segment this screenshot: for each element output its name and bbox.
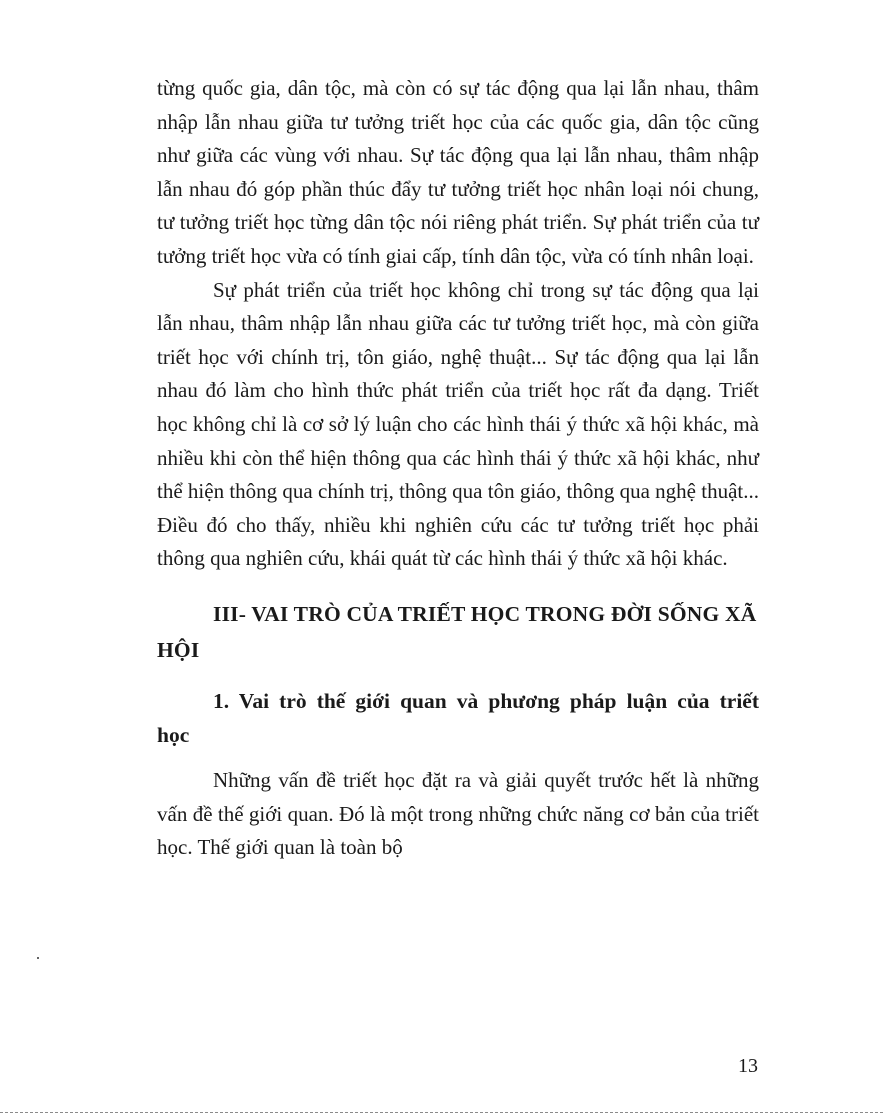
page-number: 13 bbox=[738, 1055, 758, 1077]
page-body bbox=[157, 72, 759, 865]
paragraph-worldview: Những vấn đề triết học đặt ra và giải quyết trước hết là những vấn đề thế giới quan. Đó là một trong những chức năng cơ bản của triết học. Thế giới quan là toàn bộ bbox=[157, 767, 759, 860]
bottom-divider bbox=[0, 1112, 883, 1113]
subsection-heading: 1. Vai trò thế giới quan và phương pháp luận của triết học bbox=[157, 688, 759, 747]
paragraph-continuation: từng quốc gia, dân tộc, mà còn có sự tác động qua lại lẫn nhau, thâm nhập lẫn nhau giữa tư tưởng triết học của các quốc gia, dân tộc cũng như giữa các vùng với nhau. Sự tác động qua lại lẫn nhau, thâm nhập lẫn nhau đó góp phần thúc đẩy tư tưởng triết học nhân loại nói chung, tư tưởng triết học từng dân tộc nói riêng phát triển. Sự phát triển của tư tưởng triết học vừa có tính giai cấp, tính dân tộc, vừa có tính nhân loại. bbox=[157, 76, 759, 268]
scan-speck bbox=[37, 957, 39, 959]
paragraph-development-of-philosophy: Sự phát triển của triết học không chỉ trong sự tác động qua lại lẫn nhau, thâm nhập lẫn nhau giữa các tư tưởng triết học, mà còn giữa triết học với chính trị, tôn giáo, nghệ thuật... Sự tác động qua lại lẫn nhau đó làm cho hình thức phát triển của triết học rất đa dạng. Triết học không chỉ là cơ sở lý luận cho các hình thái ý thức xã hội khác, mà nhiều khi còn thể hiện thông qua các hình thái ý thức xã hội khác, như thể hiện thông qua chính trị, thông qua tôn giáo, thông qua nghệ thuật... Điều đó cho thấy, nhiều khi nghiên cứu các tư tưởng triết học phải thông qua nghiên cứu, khái quát từ các hình thái ý thức xã hội khác. bbox=[157, 277, 759, 571]
section-heading: III- VAI TRÒ CỦA TRIẾT HỌC TRONG ĐỜI SỐNG XÃ HỘI bbox=[157, 601, 757, 662]
